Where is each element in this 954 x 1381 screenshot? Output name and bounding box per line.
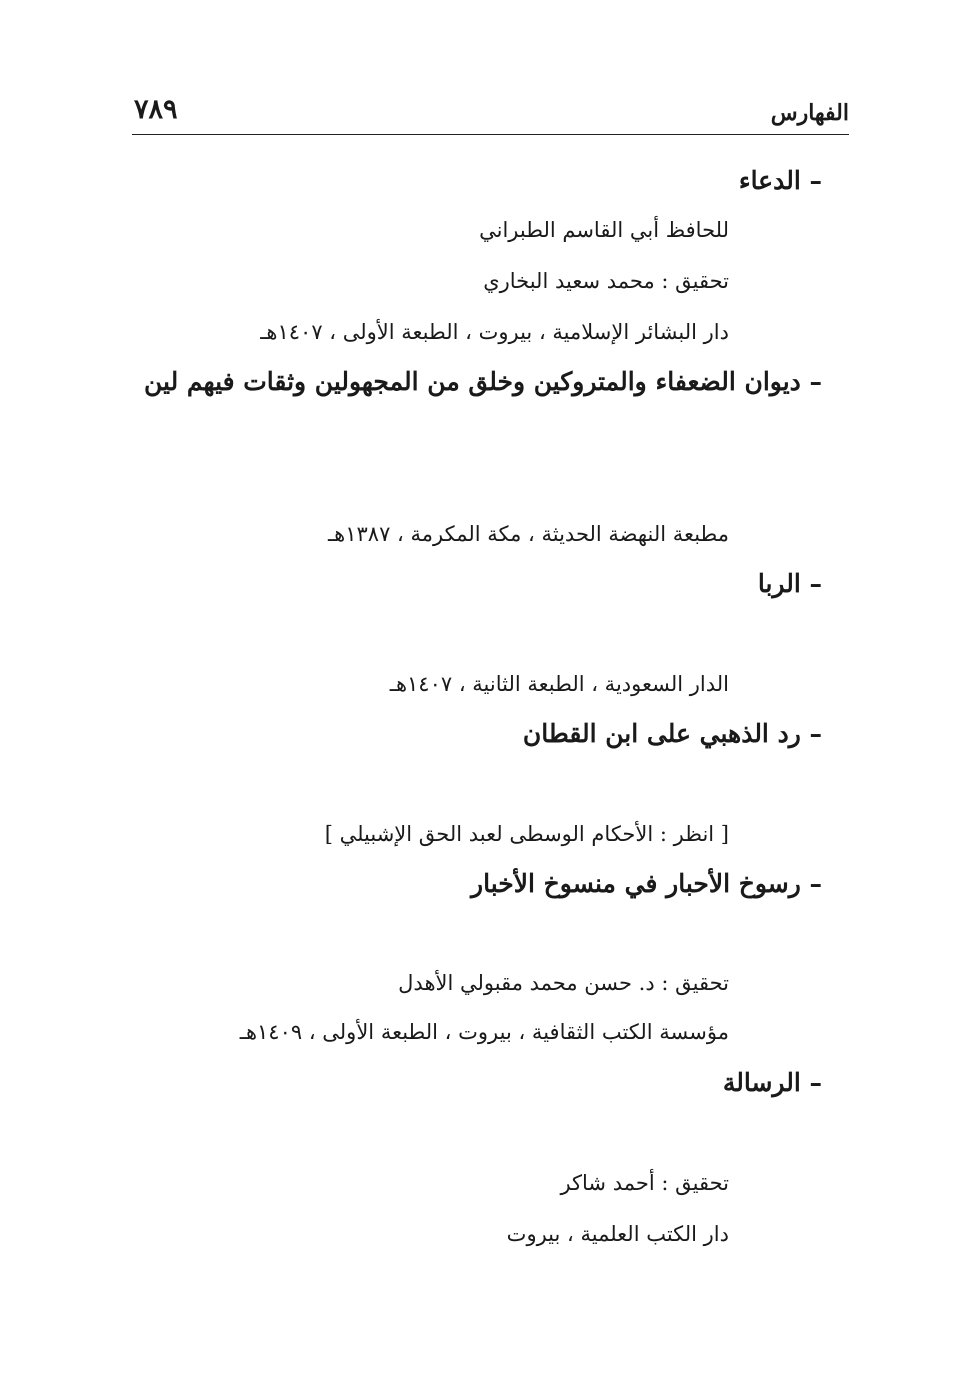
entry-editor-6: تحقيق : أحمد شاكر [560,1171,729,1195]
entry-heading-2: – ديوان الضعفاء والمتروكين وخلق من المجهولين وثقات فيهم لين [144,367,822,396]
entry-author-1: للحافظ أبي القاسم الطبراني [479,218,729,242]
entry-heading-5: – رسوخ الأحبار في منسوخ الأخبار [471,869,822,898]
entry-publisher-5: مؤسسة الكتب الثقافية ، بيروت ، الطبعة الأولى ، ١٤٠٩هـ [239,1020,729,1044]
running-title: الفهارس [770,100,849,126]
entry-editor-1: تحقيق : محمد سعيد البخاري [483,269,729,293]
entry-heading-4: – رد الذهبي على ابن القطان [522,719,822,748]
entry-heading-1: – الدعاء [738,166,822,195]
entry-note-4: [ انظر : الأحكام الوسطى لعبد الحق الإشبيلي ] [324,822,729,846]
entry-publisher-1: دار البشائر الإسلامية ، بيروت ، الطبعة الأولى ، ١٤٠٧هـ [260,320,729,344]
entry-editor-5: تحقيق : د. حسن محمد مقبولي الأهدل [398,971,729,995]
page-header [132,92,849,135]
entry-heading-3: – الربا [757,569,822,598]
entry-publisher-2: مطبعة النهضة الحديثة ، مكة المكرمة ، ١٣٨٧هـ [328,522,729,546]
page-number: ٧٨٩ [134,94,178,125]
entry-heading-6: – الرسالة [722,1068,822,1097]
entry-publisher-3: الدار السعودية ، الطبعة الثانية ، ١٤٠٧هـ [389,672,729,696]
entry-publisher-6: دار الكتب العلمية ، بيروت [506,1222,729,1246]
